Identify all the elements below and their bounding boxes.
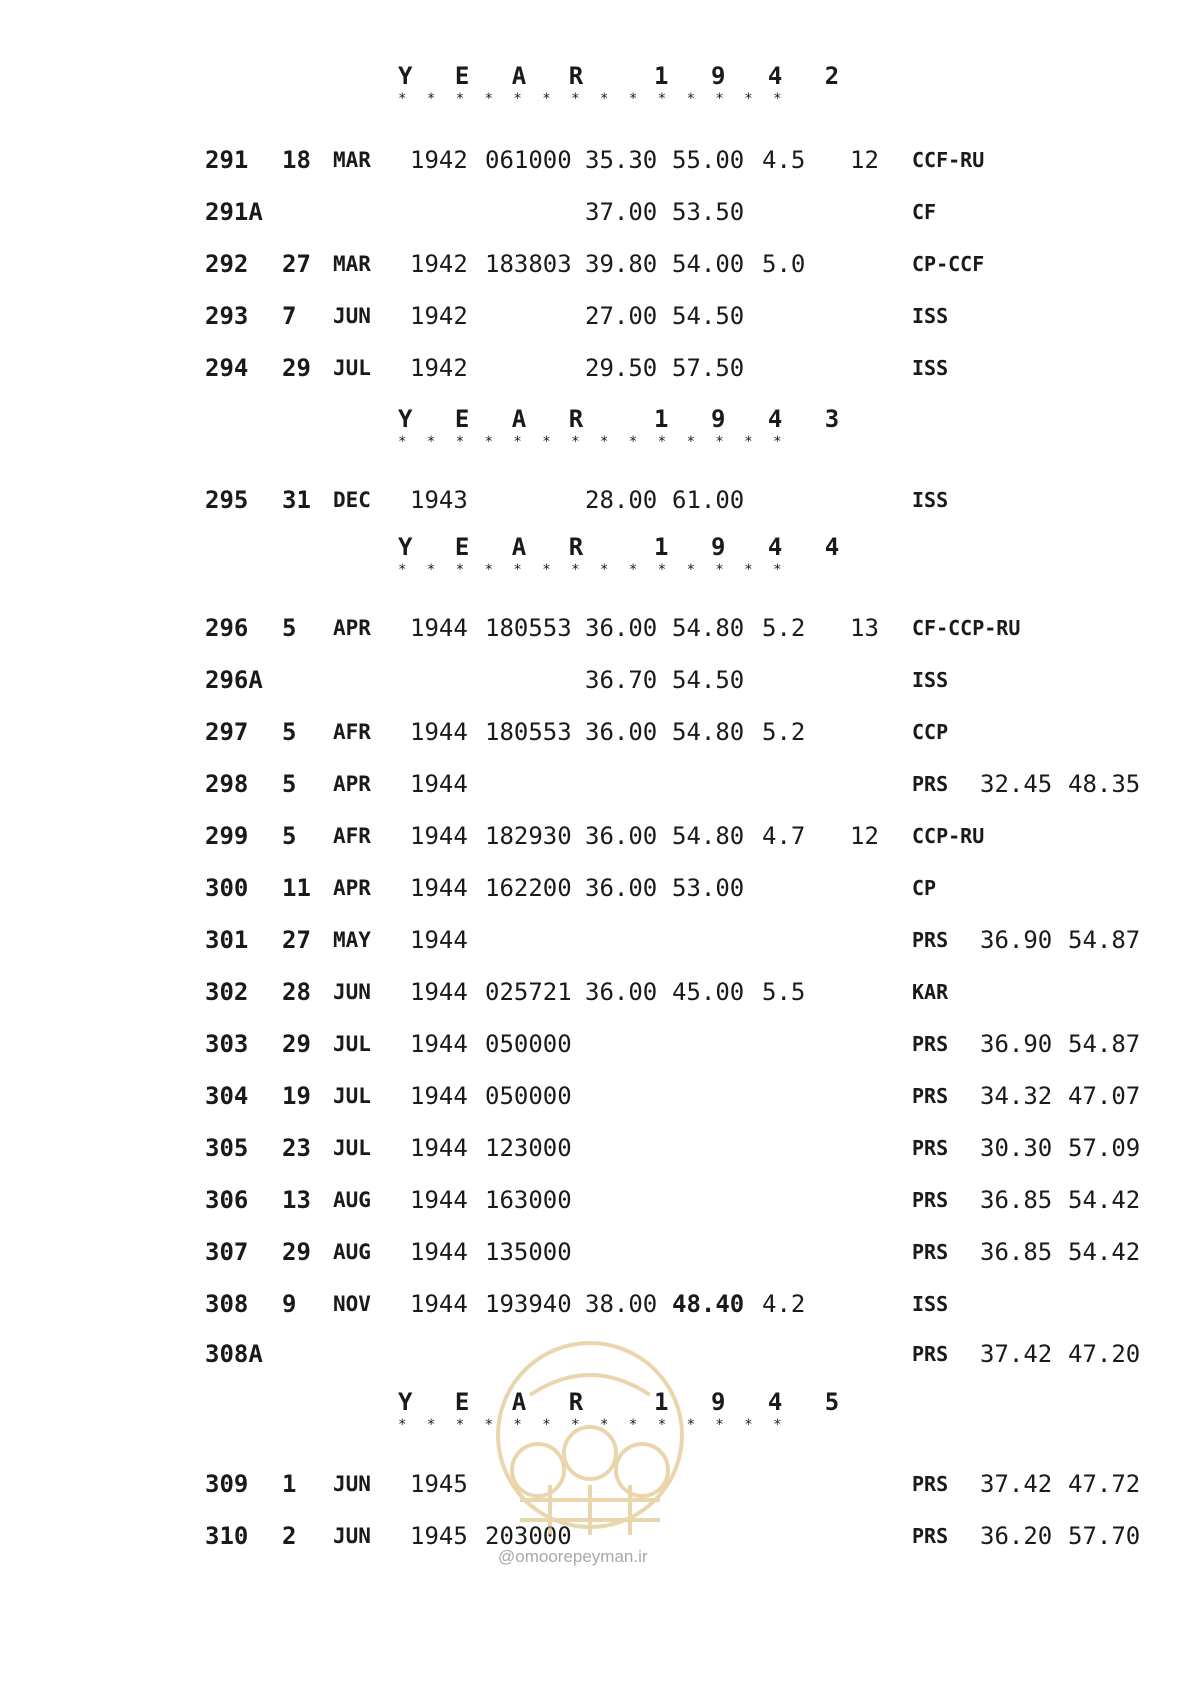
event-time: 123000 [485,1134,572,1162]
event-number: 305 [205,1134,249,1162]
event-source: ISS [912,1292,949,1316]
event-latitude: 37.00 [585,198,658,226]
event-day: 27 [282,926,311,954]
event-number: 306 [205,1186,249,1214]
event-source: CP [912,876,937,900]
event-month: APR [333,616,371,640]
event-latitude: 36.00 [585,978,658,1006]
event-magnitude: 5.2 [762,614,806,642]
event-time: 180553 [485,718,572,746]
event-number: 301 [205,926,249,954]
event-number: 291 [205,146,249,174]
event-source: KAR [912,980,949,1004]
year-header-1942 [398,62,854,107]
event-year: 1944 [410,926,468,954]
event-year: 1944 [410,822,468,850]
table-row [0,1286,1191,1322]
macroseismic-longitude: 47.72 [1068,1470,1141,1498]
year-title: Y E A R 1 9 4 3 [398,405,854,433]
event-number: 300 [205,874,249,902]
event-number: 308A [205,1340,263,1368]
event-time: 025721 [485,978,572,1006]
event-number: 303 [205,1030,249,1058]
event-day: 23 [282,1134,311,1162]
macroseismic-latitude: 36.85 [980,1186,1053,1214]
macroseismic-longitude: 47.07 [1068,1082,1141,1110]
event-day: 5 [282,770,297,798]
table-row [0,818,1191,854]
macroseismic-longitude: 54.87 [1068,926,1141,954]
event-source: CCP [912,720,949,744]
event-longitude: 54.80 [672,822,745,850]
event-time: 163000 [485,1186,572,1214]
event-number: 309 [205,1470,249,1498]
event-year: 1944 [410,978,468,1006]
event-day: 9 [282,1290,297,1318]
event-source: PRS [912,928,949,952]
macroseismic-latitude: 36.85 [980,1238,1053,1266]
event-intensity: 12 [850,146,879,174]
macroseismic-latitude: 36.90 [980,1030,1053,1058]
event-time: 183803 [485,250,572,278]
event-time: 182930 [485,822,572,850]
event-longitude: 55.00 [672,146,745,174]
event-day: 5 [282,614,297,642]
event-number: 310 [205,1522,249,1550]
event-source: CCF-RU [912,148,985,172]
macroseismic-latitude: 37.42 [980,1470,1053,1498]
event-year: 1944 [410,718,468,746]
event-year: 1944 [410,1030,468,1058]
table-row [0,350,1191,386]
event-day: 29 [282,354,311,382]
event-number: 297 [205,718,249,746]
event-longitude: 53.00 [672,874,745,902]
table-row [0,142,1191,178]
event-source: ISS [912,668,949,692]
year-title: Y E A R 1 9 4 5 [398,1388,854,1416]
event-number: 307 [205,1238,249,1266]
event-source: CF [912,200,937,224]
event-year: 1944 [410,1290,468,1318]
event-number: 304 [205,1082,249,1110]
macroseismic-longitude: 54.42 [1068,1186,1141,1214]
macroseismic-longitude: 54.87 [1068,1030,1141,1058]
event-year: 1945 [410,1522,468,1550]
event-longitude: 48.40 [672,1290,745,1318]
macroseismic-longitude: 47.20 [1068,1340,1141,1368]
year-title: Y E A R 1 9 4 2 [398,62,854,90]
table-row [0,766,1191,802]
event-time: 203000 [485,1522,572,1550]
watermark-logo [490,1335,690,1545]
event-day: 28 [282,978,311,1006]
table-row [0,1078,1191,1114]
event-source: CF-CCP-RU [912,616,1021,640]
event-month: JUL [333,1032,371,1056]
macroseismic-latitude: 34.32 [980,1082,1053,1110]
event-year: 1944 [410,1186,468,1214]
event-time: 135000 [485,1238,572,1266]
event-latitude: 35.30 [585,146,658,174]
event-month: JUN [333,980,371,1004]
event-source: ISS [912,356,949,380]
event-latitude: 36.00 [585,822,658,850]
event-day: 5 [282,718,297,746]
macroseismic-longitude: 57.70 [1068,1522,1141,1550]
event-year: 1942 [410,302,468,330]
event-source: PRS [912,1472,949,1496]
macroseismic-longitude: 48.35 [1068,770,1141,798]
event-longitude: 45.00 [672,978,745,1006]
event-month: DEC [333,488,371,512]
event-month: APR [333,772,371,796]
event-latitude: 39.80 [585,250,658,278]
table-row [0,870,1191,906]
event-source: ISS [912,304,949,328]
event-month: MAR [333,252,371,276]
event-magnitude: 4.5 [762,146,806,174]
star-divider: * * * * * * * * * * * * * * [398,91,788,107]
event-number: 293 [205,302,249,330]
event-number: 298 [205,770,249,798]
event-time: 180553 [485,614,572,642]
event-magnitude: 5.5 [762,978,806,1006]
event-intensity: 13 [850,614,879,642]
event-longitude: 54.80 [672,614,745,642]
year-header-1943 [398,405,854,450]
event-latitude: 38.00 [585,1290,658,1318]
macroseismic-latitude: 36.20 [980,1522,1053,1550]
event-month: JUN [333,304,371,328]
event-number: 299 [205,822,249,850]
macroseismic-latitude: 37.42 [980,1340,1053,1368]
event-day: 18 [282,146,311,174]
event-number: 295 [205,486,249,514]
event-year: 1943 [410,486,468,514]
event-year: 1944 [410,874,468,902]
event-month: AFR [333,824,371,848]
event-month: AUG [333,1188,371,1212]
event-number: 296 [205,614,249,642]
event-magnitude: 5.2 [762,718,806,746]
event-source: ISS [912,488,949,512]
event-day: 29 [282,1238,311,1266]
event-number: 294 [205,354,249,382]
event-source: PRS [912,1084,949,1108]
event-month: MAR [333,148,371,172]
event-latitude: 29.50 [585,354,658,382]
event-longitude: 54.00 [672,250,745,278]
table-row [0,1026,1191,1062]
event-year: 1942 [410,146,468,174]
event-latitude: 36.70 [585,666,658,694]
event-year: 1944 [410,1082,468,1110]
event-month: MAY [333,928,371,952]
macroseismic-latitude: 30.30 [980,1134,1053,1162]
event-source: PRS [912,1342,949,1366]
event-source: PRS [912,772,949,796]
macroseismic-latitude: 36.90 [980,926,1053,954]
table-row [0,974,1191,1010]
event-year: 1944 [410,1134,468,1162]
event-year: 1944 [410,614,468,642]
macroseismic-latitude: 32.45 [980,770,1053,798]
event-month: AFR [333,720,371,744]
table-row [0,246,1191,282]
table-row [0,482,1191,518]
macroseismic-longitude: 54.42 [1068,1238,1141,1266]
event-day: 13 [282,1186,311,1214]
table-row [0,714,1191,750]
table-row [0,610,1191,646]
event-time: 162200 [485,874,572,902]
event-time: 193940 [485,1290,572,1318]
event-magnitude: 5.0 [762,250,806,278]
event-day: 29 [282,1030,311,1058]
event-day: 1 [282,1470,297,1498]
event-day: 7 [282,302,297,330]
event-year: 1942 [410,250,468,278]
event-latitude: 36.00 [585,874,658,902]
table-row [0,194,1191,230]
event-number: 308 [205,1290,249,1318]
event-latitude: 27.00 [585,302,658,330]
table-row [0,922,1191,958]
star-divider: * * * * * * * * * * * * * * [398,1417,788,1433]
year-header-1944 [398,533,854,578]
event-magnitude: 4.7 [762,822,806,850]
event-month: JUL [333,1136,371,1160]
event-day: 31 [282,486,311,514]
event-latitude: 36.00 [585,614,658,642]
watermark-url: @omoorepeyman.ir [498,1547,648,1566]
event-year: 1944 [410,770,468,798]
event-source: PRS [912,1524,949,1548]
event-month: JUL [333,1084,371,1108]
event-month: NOV [333,1292,371,1316]
table-row [0,1182,1191,1218]
event-day: 11 [282,874,311,902]
table-row [0,1234,1191,1270]
star-divider: * * * * * * * * * * * * * * [398,434,788,450]
event-time: 050000 [485,1030,572,1058]
event-day: 2 [282,1522,297,1550]
event-longitude: 54.80 [672,718,745,746]
event-number: 302 [205,978,249,1006]
event-day: 27 [282,250,311,278]
event-month: JUL [333,356,371,380]
event-day: 19 [282,1082,311,1110]
event-magnitude: 4.2 [762,1290,806,1318]
event-source: PRS [912,1032,949,1056]
table-row [0,298,1191,334]
event-month: JUN [333,1472,371,1496]
event-source: PRS [912,1240,949,1264]
event-source: CCP-RU [912,824,985,848]
event-number: 291A [205,198,263,226]
event-time: 061000 [485,146,572,174]
event-longitude: 54.50 [672,666,745,694]
event-source: PRS [912,1188,949,1212]
event-time: 050000 [485,1082,572,1110]
event-day: 5 [282,822,297,850]
event-longitude: 54.50 [672,302,745,330]
event-month: JUN [333,1524,371,1548]
macroseismic-longitude: 57.09 [1068,1134,1141,1162]
table-row [0,1130,1191,1166]
event-latitude: 36.00 [585,718,658,746]
event-longitude: 53.50 [672,198,745,226]
event-number: 292 [205,250,249,278]
event-longitude: 57.50 [672,354,745,382]
event-latitude: 28.00 [585,486,658,514]
year-title: Y E A R 1 9 4 4 [398,533,854,561]
event-month: AUG [333,1240,371,1264]
event-year: 1942 [410,354,468,382]
event-month: APR [333,876,371,900]
star-divider: * * * * * * * * * * * * * * [398,562,788,578]
event-number: 296A [205,666,263,694]
event-source: CP-CCF [912,252,985,276]
event-year: 1945 [410,1470,468,1498]
event-source: PRS [912,1136,949,1160]
event-year: 1944 [410,1238,468,1266]
event-longitude: 61.00 [672,486,745,514]
event-intensity: 12 [850,822,879,850]
table-row [0,662,1191,698]
